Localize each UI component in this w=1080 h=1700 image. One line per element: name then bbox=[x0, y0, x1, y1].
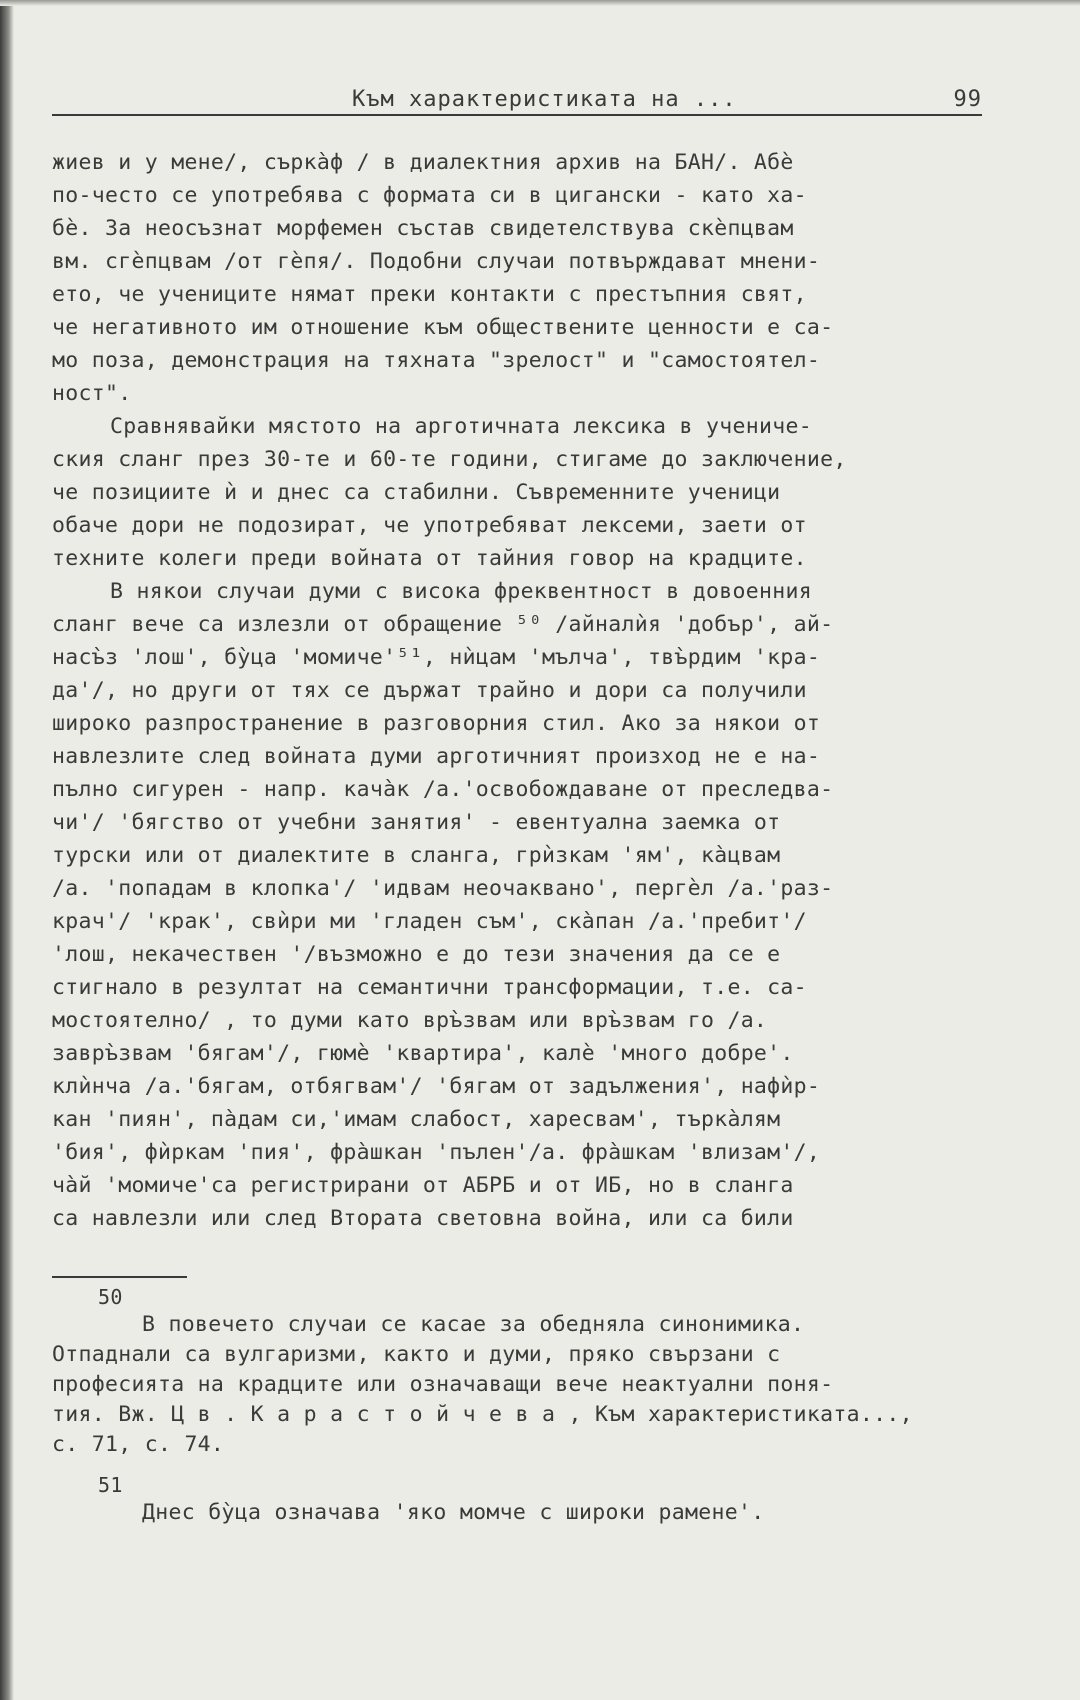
text-line: ския сланг през 30-те и 60-те години, стигаме до заключение, bbox=[52, 447, 847, 472]
footnote bbox=[52, 1470, 987, 1528]
text-line: вм. сгѐпцвам /от гѐпя/. Подобни случаи потвърждават мнени- bbox=[52, 249, 821, 274]
text-line: мостоятелно/ , то думи като връ̀звам или връ̀звам го /а. bbox=[52, 1008, 768, 1033]
footnote-line: професията на крадците или означаващи вече неактуални поня- bbox=[52, 1372, 834, 1397]
text-line: завръ̀звам 'бягам'/, гюмѐ 'квартира', калѐ 'много добре'. bbox=[52, 1041, 794, 1066]
text-line: мо поза, демонстрация на тяхната "зрелост" и "самостоятел- bbox=[52, 348, 821, 373]
footnote-line: Отпаднали са вулгаризми, както и думи, пряко свързани с bbox=[52, 1342, 781, 1367]
footnote-line: В повечето случаи се касае за обедняла синонимика. bbox=[142, 1312, 805, 1337]
text-line: бѐ. За неосъзнат морфемен състав свидетелствува скѐпцвам bbox=[52, 216, 794, 241]
footnote-number: 51 bbox=[98, 1473, 123, 1497]
text-line: турски или от диалектите в сланга, грѝзкам 'ям', ка̀цвам bbox=[52, 843, 781, 868]
footnote bbox=[52, 1282, 987, 1460]
text-line: широко разпространение в разговорния стил. Ако за някои от bbox=[52, 711, 821, 736]
text-line: В някои случаи думи с висока фреквентност в довоенния bbox=[110, 579, 812, 604]
text-line: клѝнча /а.'бягам, отбягвам'/ 'бягам от задължения', нафѝр- bbox=[52, 1074, 821, 1099]
text-line: по-често се употребява с формата си в цигански - като ха- bbox=[52, 183, 807, 208]
text-line: крач'/ 'крак', свѝри ми 'гладен съм', ска̀пан /а.'пребит'/ bbox=[52, 909, 807, 934]
text-line: Сравнявайки мястото на арготичната лексика в учениче- bbox=[110, 414, 812, 439]
text-line: 'бия', фѝркам 'пия', фра̀шкан 'пълен'/а. фра̀шкам 'влизам'/, bbox=[52, 1140, 821, 1165]
text-line: кан 'пиян', па̀дам си,'имам слабост, харесвам', търка̀лям bbox=[52, 1107, 781, 1132]
text-line: стигнало в резултат на семантични трансформации, т.е. са- bbox=[52, 975, 807, 1000]
text-line: ност". bbox=[52, 381, 132, 406]
text-line: чи'/ 'бягство от учебни занятия' - евентуална заемка от bbox=[52, 810, 781, 835]
text-line: че позициите ѝ и днес са стабилни. Съвременните ученици bbox=[52, 480, 781, 505]
footnotes bbox=[52, 1282, 987, 1528]
footnote-line: тия. Вж. Ц в . К а р а с т о й ч е в а , Към характеристиката..., bbox=[52, 1402, 913, 1427]
text-line: насъ̀з 'лош', бу̀ца 'момиче'⁵¹, нѝцам 'мълча', твъ̀рдим 'кра- bbox=[52, 645, 821, 670]
text-line: са навлезли или след Втората световна война, или са били bbox=[52, 1206, 794, 1231]
footnote-line: Днес бу̀ца означава 'яко момче с широки рамене'. bbox=[142, 1500, 765, 1525]
text-line: ето, че учениците нямат преки контакти с престъпния свят, bbox=[52, 282, 807, 307]
text-line: че негативното им отношение към обществените ценности е са- bbox=[52, 315, 834, 340]
running-title: Към характеристиката на ... bbox=[352, 87, 737, 112]
main-text bbox=[52, 146, 987, 1235]
page-header bbox=[52, 86, 982, 116]
footnote-divider bbox=[52, 1276, 187, 1278]
text-line: 'лош, некачествен '/възможно е до тези значения да се е bbox=[52, 942, 781, 967]
footnote-line: с. 71, с. 74. bbox=[52, 1432, 225, 1457]
text-line: ча̀й 'момиче'са регистрирани от АБРБ и от ИБ, но в сланга bbox=[52, 1173, 794, 1198]
text-line: техните колеги преди войната от тайния говор на крадците. bbox=[52, 546, 807, 571]
text-line: /а. 'попадам в клопка'/ 'идвам неочаквано', пергѐл /а.'раз- bbox=[52, 876, 834, 901]
text-line: жиев и у мене/, сърка̀ф / в диалектния архив на БАН/. Абѐ bbox=[52, 150, 794, 175]
page-number: 99 bbox=[953, 87, 982, 112]
page-binding-shadow bbox=[0, 0, 14, 1700]
text-line: пълно сигурен - напр. кача̀к /а.'освобождаване от преследва- bbox=[52, 777, 834, 802]
footnote-number: 50 bbox=[98, 1285, 123, 1309]
text-line: сланг вече са излезли от обращение ⁵⁰ /айналѝя 'добър', ай- bbox=[52, 612, 834, 637]
text-line: навлезлите след войната думи арготичният произход не е на- bbox=[52, 744, 821, 769]
text-line: да'/, но други от тях се държат трайно и дори са получили bbox=[52, 678, 807, 703]
page-top-shadow bbox=[0, 0, 1080, 6]
text-line: обаче дори не подозират, че употребяват лексеми, заети от bbox=[52, 513, 807, 538]
